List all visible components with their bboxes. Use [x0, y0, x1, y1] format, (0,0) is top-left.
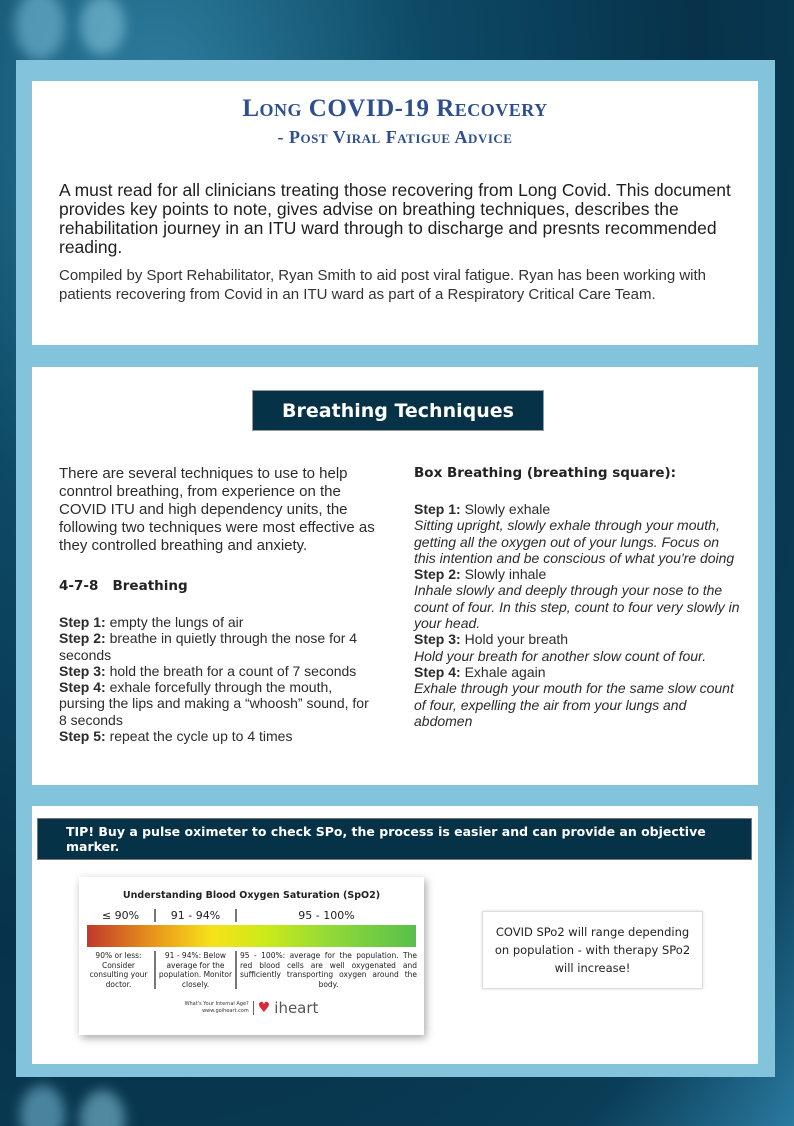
footer-tagline: What's Your Internal Age? www.goiheart.com: [184, 1001, 249, 1014]
range-description: 90% or less: Consider consulting your doctor.: [89, 951, 148, 989]
background-decoration: [15, 0, 65, 60]
background-decoration: [20, 1085, 65, 1126]
step-item: Step 2: Slowly inhale Inhale slowly and deeply through your nose to the count of four. In this step, count to four very slowly in your head.: [414, 566, 740, 632]
breathing-lead: There are several techniques to use to help conntrol breathing, from experience on the COVID ITU and high dependency units, the following two techniques were most effective as they controlled breathing and anxiety.: [59, 465, 375, 554]
technique-heading-478: 4-7-8 Breathing: [59, 578, 188, 594]
range-label: 95 - 100%: [298, 909, 355, 922]
breathing-card: [32, 367, 758, 785]
step-item: Step 2: breathe in quietly through the nose for 4 seconds: [59, 630, 358, 663]
spo2-card-section: [32, 806, 758, 1064]
content-panel: [16, 60, 775, 1077]
range-description: 91 - 94%: Below average for the population. Monitor closely.: [154, 951, 237, 989]
spo2-range-labels: [87, 909, 416, 922]
steps-box: [414, 501, 744, 729]
intro-paragraph: A must read for all clinicians treating those recovering from Long Covid. This document provides key points to note, gives advise on breathing techniques, describes the rehabilitation journey in an ITU ward through to discharge and presnts recommended reading.: [59, 180, 731, 257]
spo2-gradient-bar: [87, 925, 416, 947]
left-column: [59, 465, 379, 744]
step-item: Step 1: Slowly exhale Sitting upright, slowly exhale through your mouth, getting all the oxygen out of your lungs. Focus on this intention and be conscious of what you're doing: [414, 501, 735, 566]
spo2-infographic: [79, 877, 424, 1035]
step-item: Step 3: Hold your breath Hold your breath for another slow count of four.: [414, 631, 707, 664]
brand-logo: iheart: [274, 999, 319, 1017]
range-description: 95 - 100%: average for the population. The red blood cells are well oxygenated and sufficiently transporting oxygen around the body.: [240, 951, 417, 989]
heart-icon: ♥: [257, 1000, 271, 1016]
page-title: [32, 95, 758, 148]
spo2-footer: [79, 999, 424, 1017]
right-column: [414, 465, 744, 729]
technique-heading-box: Box Breathing (breathing square):: [414, 465, 677, 481]
tip-banner: TIP! Buy a pulse oximeter to check SPo, the process is easier and can provide an objective marker.: [37, 818, 752, 860]
section-banner: Breathing Techniques: [252, 390, 544, 431]
spo2-note: COVID SPo2 will range depending on population - with therapy SPo2 will increase!: [482, 911, 703, 989]
step-item: Step 1: empty the lungs of air: [59, 614, 244, 630]
step-item: Step 5: repeat the cycle up to 4 times: [59, 728, 293, 745]
range-label: ≤ 90%: [101, 909, 140, 922]
spo2-descriptions: [83, 951, 420, 989]
range-label: 91 - 94%: [154, 909, 237, 922]
step-item: Step 3: hold the breath for a count of 7 seconds: [59, 662, 357, 679]
step-item: Step 4: Exhale again Exhale through your mouth for the same slow count of four, expelling the air from your lungs and abdomen: [414, 663, 734, 729]
author-paragraph: Compiled by Sport Rehabilitator, Ryan Smith to aid post viral fatigue. Ryan has been working with patients recovering from Covid in an ITU ward as part of a Respiratory Critical Care Team.: [59, 267, 706, 303]
intro-text: [59, 181, 739, 304]
spo2-title: Understanding Blood Oxygen Saturation (SpO2): [122, 890, 381, 901]
intro-card: [32, 81, 758, 345]
steps-478: [59, 614, 379, 744]
title-main: Long COVID-19 Recovery: [242, 95, 548, 122]
background-decoration: [80, 0, 125, 55]
step-item: Step 4: exhale forcefully through the mouth, pursing the lips and making a “whoosh” sound, for 8 seconds: [59, 679, 369, 728]
title-subtitle: - Post Viral Fatigue Advice: [277, 127, 513, 147]
background-decoration: [80, 1090, 125, 1126]
footer-divider: [253, 1001, 254, 1015]
